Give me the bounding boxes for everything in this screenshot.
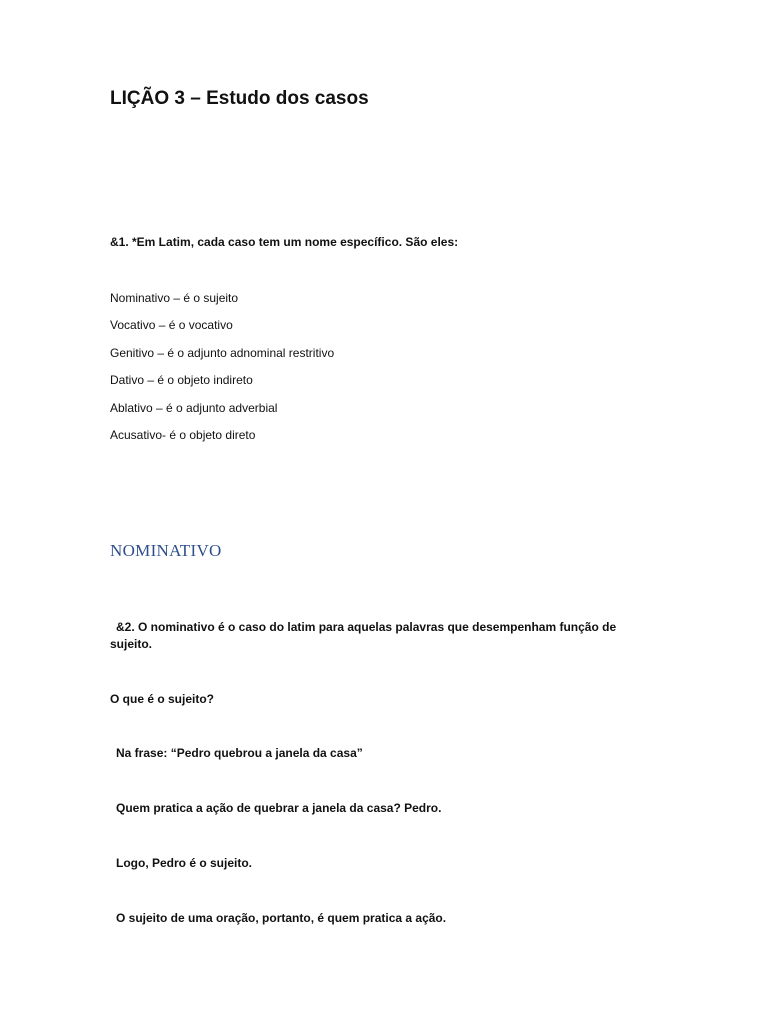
list-item: Acusativo- é o objeto direto bbox=[110, 427, 256, 442]
list-item: Vocativo – é o vocativo bbox=[110, 318, 233, 333]
case-list bbox=[110, 290, 334, 454]
list-item: Nominativo – é o sujeito bbox=[110, 291, 239, 305]
question-text: O que é o sujeito? bbox=[110, 692, 215, 706]
intro-paragraph: &1. *Em Latim, cada caso tem um nome específico. São eles: bbox=[110, 235, 459, 249]
conclusion-text: O sujeito de uma oração, portanto, é quem pratica a ação. bbox=[116, 911, 447, 925]
example-question: Quem pratica a ação de quebrar a janela da casa? Pedro. bbox=[116, 801, 442, 815]
example-answer: Logo, Pedro é o sujeito. bbox=[116, 856, 253, 870]
example-sentence: Na frase: “Pedro quebrou a janela da casa” bbox=[116, 746, 363, 760]
list-item: Dativo – é o objeto indireto bbox=[110, 373, 253, 388]
list-item: Ablativo – é o adjunto adverbial bbox=[110, 400, 278, 415]
lesson-title: LIÇÃO 3 – Estudo dos casos bbox=[110, 88, 369, 109]
list-item: Genitivo – é o adjunto adnominal restritivo bbox=[110, 345, 335, 360]
nominative-paragraph: &2. O nominativo é o caso do latim para aquelas palavras que desempenham função de sujeito. bbox=[110, 620, 617, 651]
section-heading: NOMINATIVO bbox=[110, 541, 222, 560]
